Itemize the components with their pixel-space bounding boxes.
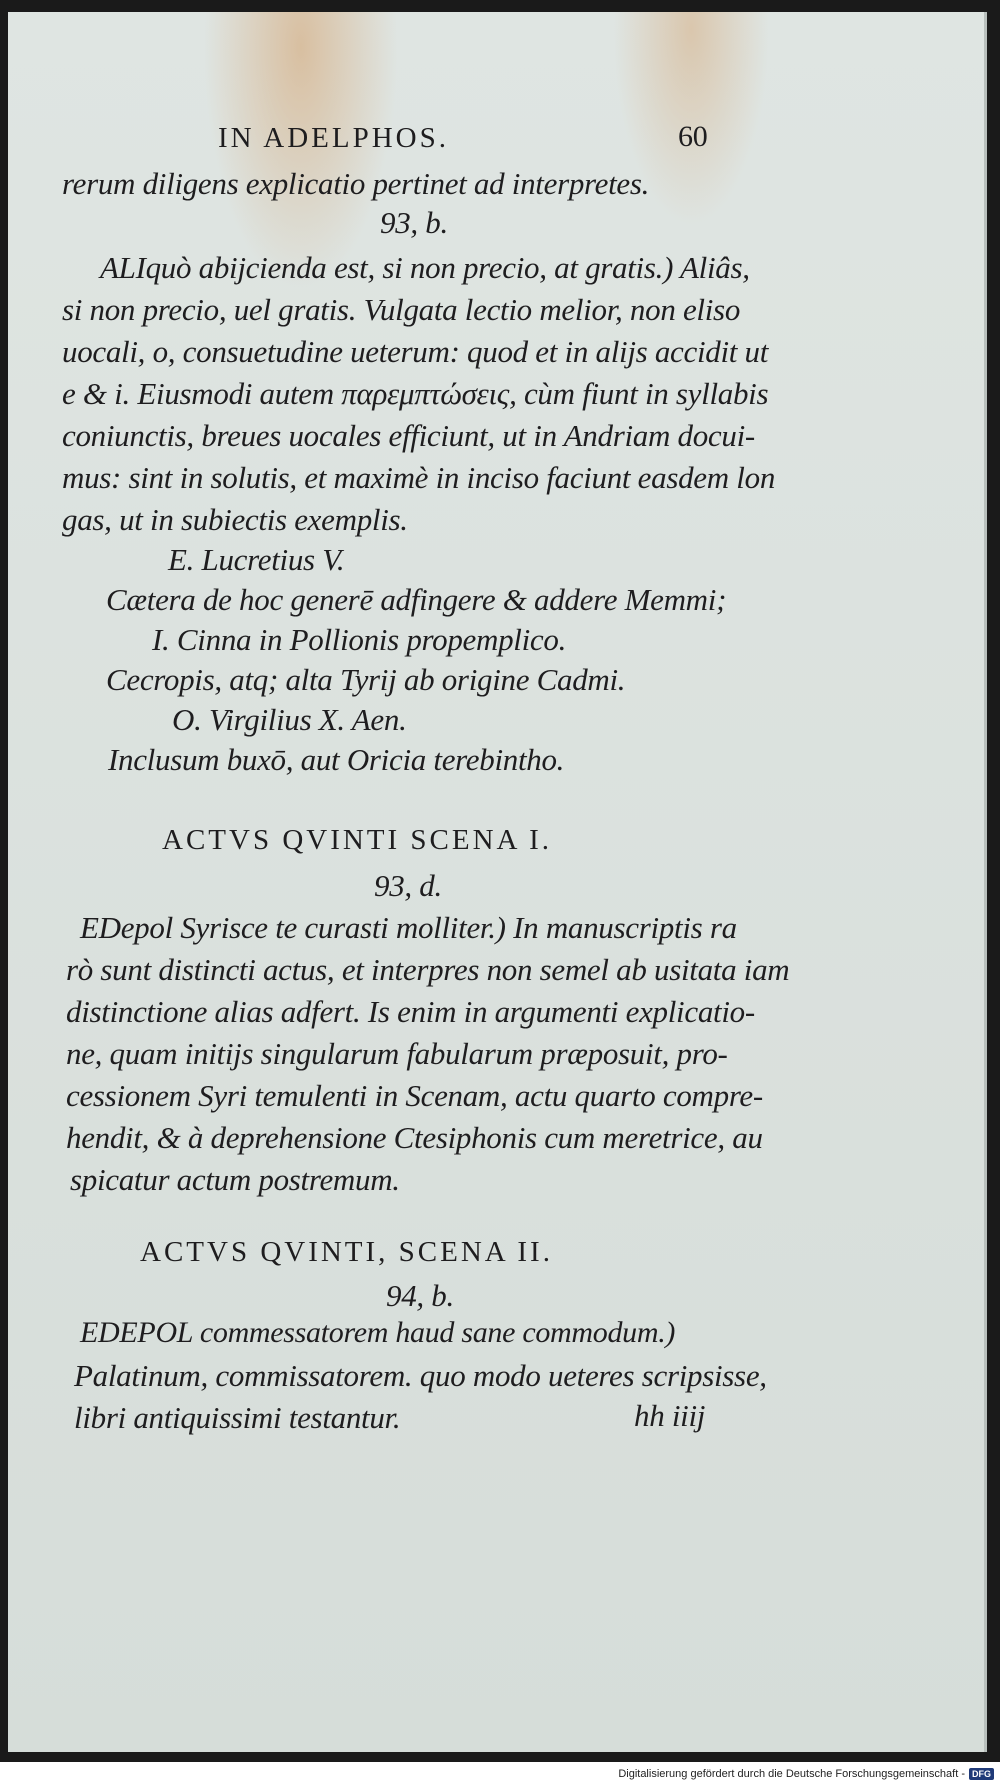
text-line: coniunctis, breues uocales efficiunt, ut in Andriam docui- [62,418,755,453]
citation-line: E. Lucretius V. [168,542,345,577]
text-line: libri antiquissimi testantur. [74,1400,401,1435]
text-line: EDepol Syrisce te curasti molliter.) In manuscriptis ra [80,910,737,945]
verse-line: Inclusum buxō, aut Oricia terebintho. [108,742,565,777]
section-heading: ACTVS QVINTI, SCENA II. [140,1236,553,1268]
verse-line: Cecropis, atq; alta Tyrij ab origine Cadmi. [106,662,626,697]
dfg-logo: DFG [969,1768,994,1780]
verse-line: Cætera de hoc generē adfingere & addere Memmi; [106,582,727,617]
text-line: EDEPOL commessatorem haud sane commodum.) [80,1316,676,1349]
text-line: rerum diligens explicatio pertinet ad interpretes. [62,166,650,201]
text-line: spicatur actum postremum. [70,1162,400,1197]
text-line: e & i. Eiusmodi autem παρεμπτώσεις, cùm fiunt in syllabis [62,376,769,411]
running-title: IN ADELPHOS. [218,122,449,154]
credit-text: Digitalisierung gefördert durch die Deutsche Forschungsgemeinschaft - [618,1767,965,1780]
citation-line: I. Cinna in Pollionis propemplico. [152,622,567,657]
marginal-reference: 94, b. [386,1278,454,1313]
marginal-reference: 93, d. [374,868,442,903]
page-number: 60 [678,120,708,153]
signature-mark: hh iiij [634,1398,706,1433]
text-line: distinctione alias adfert. Is enim in argumenti explicatio- [66,994,755,1029]
text-line: hendit, & à deprehensione Ctesiphonis cum meretrice, au [66,1120,763,1155]
text-line: gas, ut in subiectis exemplis. [62,502,408,537]
citation-line: O. Virgilius X. Aen. [172,702,407,737]
text-line: ne, quam initijs singularum fabularum præposuit, pro- [66,1036,728,1071]
text-line: mus: sint in solutis, et maximè in inciso faciunt easdem lon [62,460,776,495]
digitization-credit [618,1764,994,1783]
text-line: si non precio, uel gratis. Vulgata lectio melior, non eliso [62,292,741,327]
section-heading: ACTVS QVINTI SCENA I. [162,824,553,856]
text-line: Palatinum, commissatorem. quo modo ueteres scripsisse, [74,1358,767,1393]
text-line: ALIquò abijcienda est, si non precio, at gratis.) Aliâs, [100,250,750,285]
marginal-reference: 93, b. [380,205,448,240]
text-line: rò sunt distincti actus, et interpres non semel ab usitata iam [66,952,790,987]
text-line: cessionem Syri temulenti in Scenam, actu quarto compre- [66,1078,763,1113]
text-line: uocali, o, consuetudine ueterum: quod et in alijs accidit ut [62,334,769,369]
